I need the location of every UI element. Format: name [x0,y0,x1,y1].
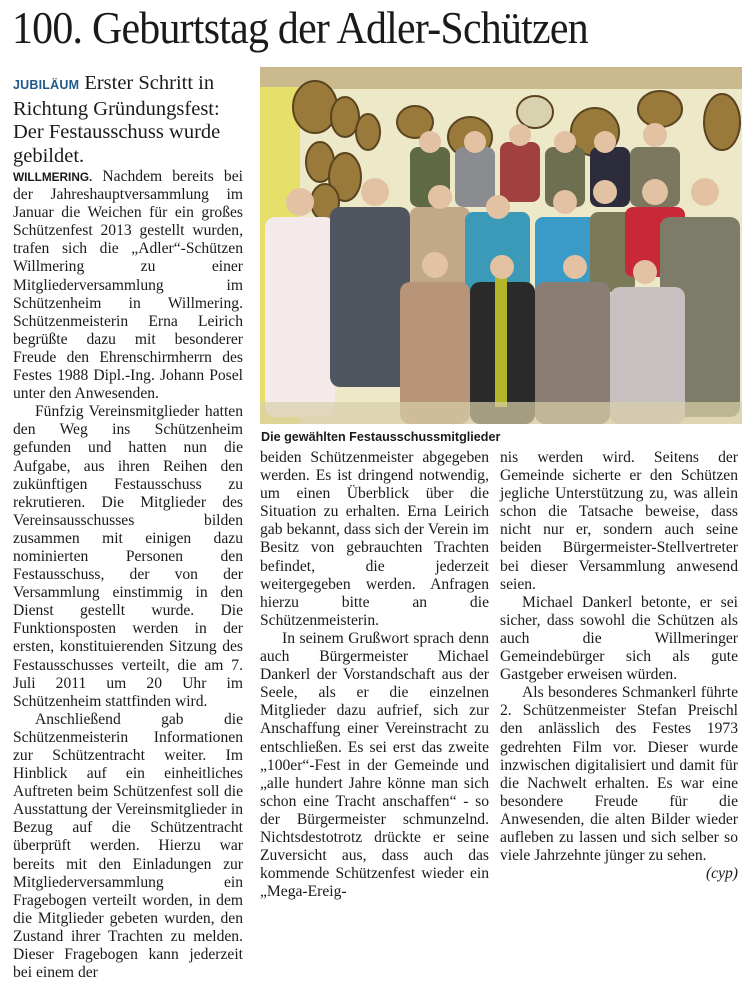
deck [13,72,243,168]
article-column-middle [260,449,489,901]
byline: (cyp) [705,865,738,883]
paragraph: In seinem Grußwort sprach denn auch Bürgermeister Michael Dankerl der Vorstandschaft aus der Seele, als er die einzelnen Mitglieder dazu aufrief, sich zur Anschaffung einer Vereinstracht zu entschließen. Es sei erst das zweite „100er“-Fest in der Gemeinde und „alle hundert Jahre könne man sich schon eine Tracht anschaffen“ - so der Bürgermeister schmunzelnd. Nichtsdestotrotz drückte er seine Zuversicht aus, dass auch das kommende Schützenfest wieder ein „Mega-Ereig- [260,629,489,901]
photo-caption: Die gewählten Festausschussmitglieder [261,430,501,444]
paragraph [500,684,738,883]
paragraph: Michael Dankerl betonte, er sei sicher, dass sowohl die Schützen als auch die Willmeringer Gemeindebürger sich als gute Gastgeber erweisen würden. [500,593,738,684]
paragraph: nis werden wird. Seitens der Gemeinde sicherte er den Schützen jegliche Unterstützung zu, was allein schon die Tatsache beweise, dass nicht nur er, sondern auch seine beiden Bürgermeister-Stellvertreter bei dieser Versammlung anwesend seien. [500,449,738,593]
article-column-right [500,449,738,883]
deck-text: Erster Schritt in Richtung Gründungsfest: Der Festausschuss wurde gebildet. [13,72,221,167]
paragraph-text: Nachdem bereits bei der Jahreshauptversammlung im Januar die Weichen für ein großes Schützenfest 2013 gestellt wurden, trafen sich die „Adler“-Schützen Willmering zu einer Mitgliederversammlung im Schützenheim in Willmering. Schützenmeisterin Erna Leirich begrüßte dazu mit besonderer Freude den Ehrenschirmherrn des Festes 1988 Dipl.-Ing. Johann Posel unter den Anwesenden. [13,168,243,403]
dateline: WILLMERING. [13,170,93,184]
group-photo [260,67,742,424]
article-column-left [13,72,243,982]
group-photo-illustration [260,67,742,424]
kicker: JUBILÄUM [13,78,80,92]
paragraph: beiden Schützenmeister abgegeben werden. Es ist dringend notwendig, um einen Überblick über die Situation zu erhalten. Erna Leirich gab bekannt, dass sich der Verein im Besitz von gebrauchten Trachten befindet, die jederzeit weitergegeben werden. Anfragen hierzu bitte an die Schützenmeisterin. [260,449,489,629]
paragraph [13,168,243,403]
paragraph: Anschließend gab die Schützenmeisterin Informationen zur Schützentracht weiter. Im Hinblick auf ein einheitliches Auftreten beim Schützenfest soll die Ausstattung der Vereinsmitglieder in Bezug auf die Schützentracht überprüft werden. Hierzu war bereits mit den Einladungen zur Mitgliederversammlung ein Fragebogen verteilt worden, in dem die Mitglieder gebeten wurden, den Zustand ihrer Trachten zu melden. Dieser Fragebogen kann jederzeit bei einem der [13,710,243,982]
paragraph: Fünfzig Vereinsmitglieder hatten den Weg ins Schützenheim gefunden und hatten nun die Aufgabe, aus ihren Reihen den zukünftigen Festausschuss zu rekrutieren. Die Mitglieder des Vereinsausschusses bilden zusammen mit einigen dazu nominierten Personen den Festausschuss, der von der Versammlung einstimmig in den Dienst gestellt wurde. Die Funktionsposten werden in der ersten, konstituierenden Sitzung des Festausschusses verteilt, die am 7. Juli 2011 um 20 Uhr im Schützenheim stattfinden wird. [13,403,243,710]
paragraph-text: Als besonderes Schmankerl führte 2. Schützenmeister Stefan Preischl den anlässlich des Festes 1973 gedrehten Film vor. Dieser wurde inzwischen digitalisiert und damit für die Nachwelt erhalten. Es war eine besondere Freude für die Anwesenden, die alten Bilder wieder aufleben zu lassen und sich selber so viele Jahrzehnte jünger zu sehen. [500,684,738,865]
headline: 100. Geburtstag der Adler-Schützen [12,3,588,53]
